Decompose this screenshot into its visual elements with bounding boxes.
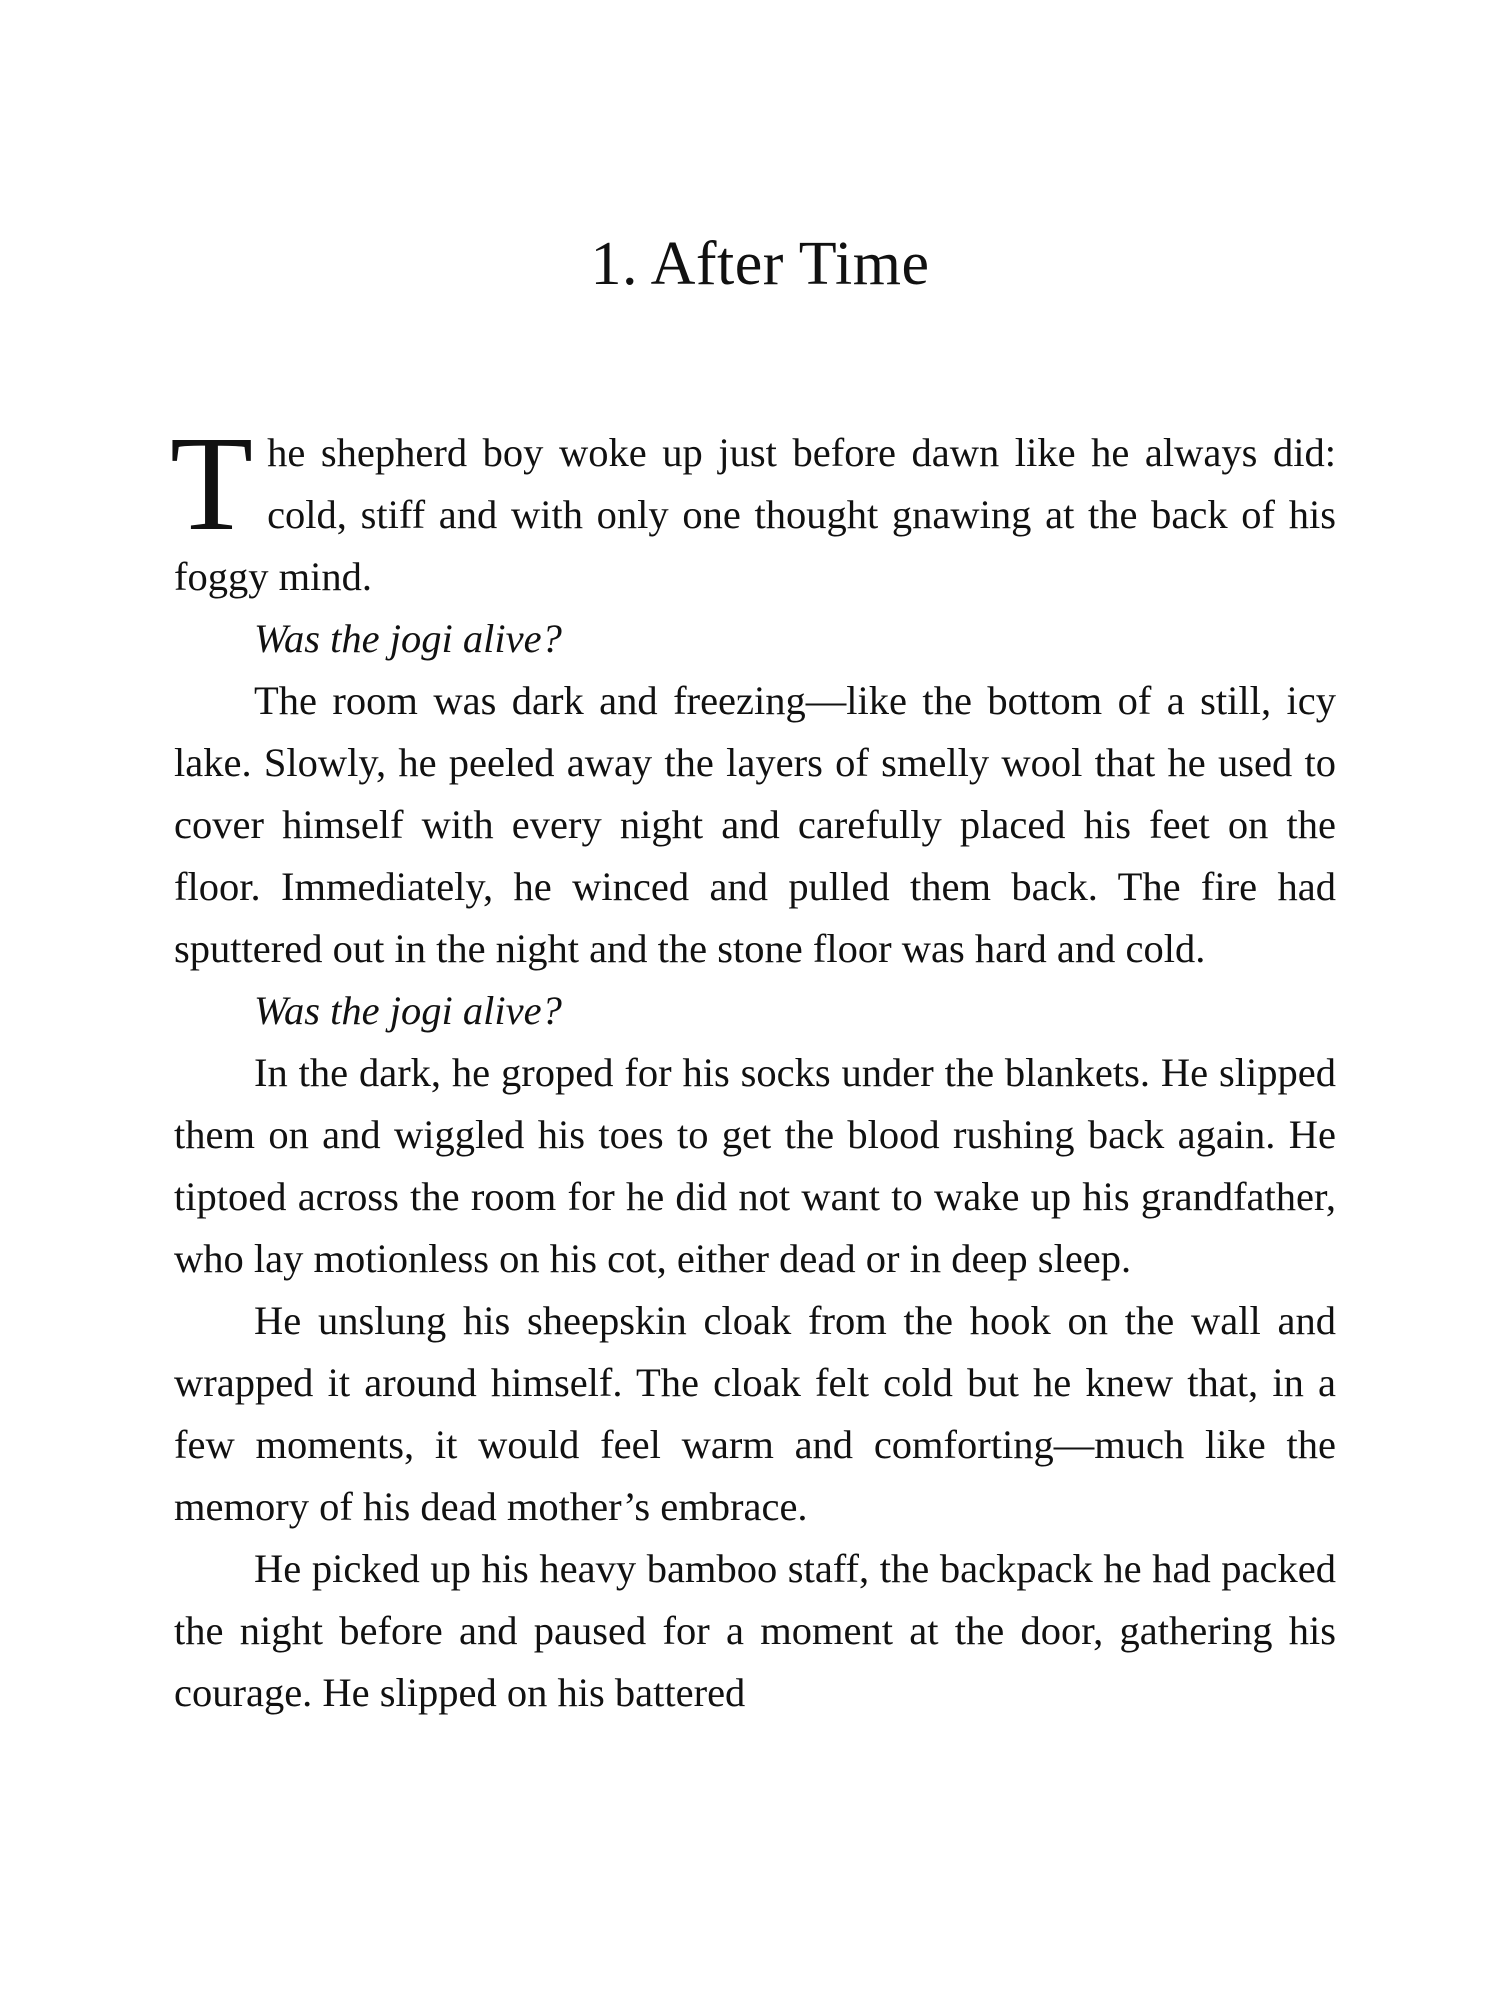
chapter-body	[170, 409, 1336, 1724]
paragraph-1	[170, 409, 1336, 608]
paragraph-7: He picked up his heavy bamboo staff, the backpack he had packed the night before and paused for a moment at the door, gathering his courage. He slipped on his battered	[174, 1546, 1336, 1715]
paragraph-4-italic: Was the jogi alive?	[254, 988, 562, 1033]
paragraph-5: In the dark, he groped for his socks under the blankets. He slipped them on and wiggled his toes to get the blood rushing back again. He tiptoed across the room for he did not want to wake up his grandfather, who lay motionless on his cot, either dead or in deep sleep.	[174, 1050, 1336, 1281]
paragraph-2-italic: Was the jogi alive?	[254, 616, 562, 661]
paragraph-1-text: he shepherd boy woke up just before dawn like he always did: cold, stiff and with only one thought gnawing at the back of his foggy mind.	[174, 430, 1336, 599]
paragraph-6: He unslung his sheepskin cloak from the hook on the wall and wrapped it around himself. The cloak felt cold but he knew that, in a few moments, it would feel warm and comforting—much like the memory of his dead mother’s embrace.	[174, 1298, 1336, 1529]
paragraph-3: The room was dark and freezing—like the bottom of a still, icy lake. Slowly, he peeled away the layers of smelly wool that he used to cover himself with every night and carefully placed his feet on the floor. Immediately, he winced and pulled them back. The fire had sputtered out in the night and the stone floor was hard and cold.	[174, 678, 1336, 971]
chapter-title: 1. After Time	[590, 230, 930, 298]
drop-cap: T	[170, 409, 254, 559]
